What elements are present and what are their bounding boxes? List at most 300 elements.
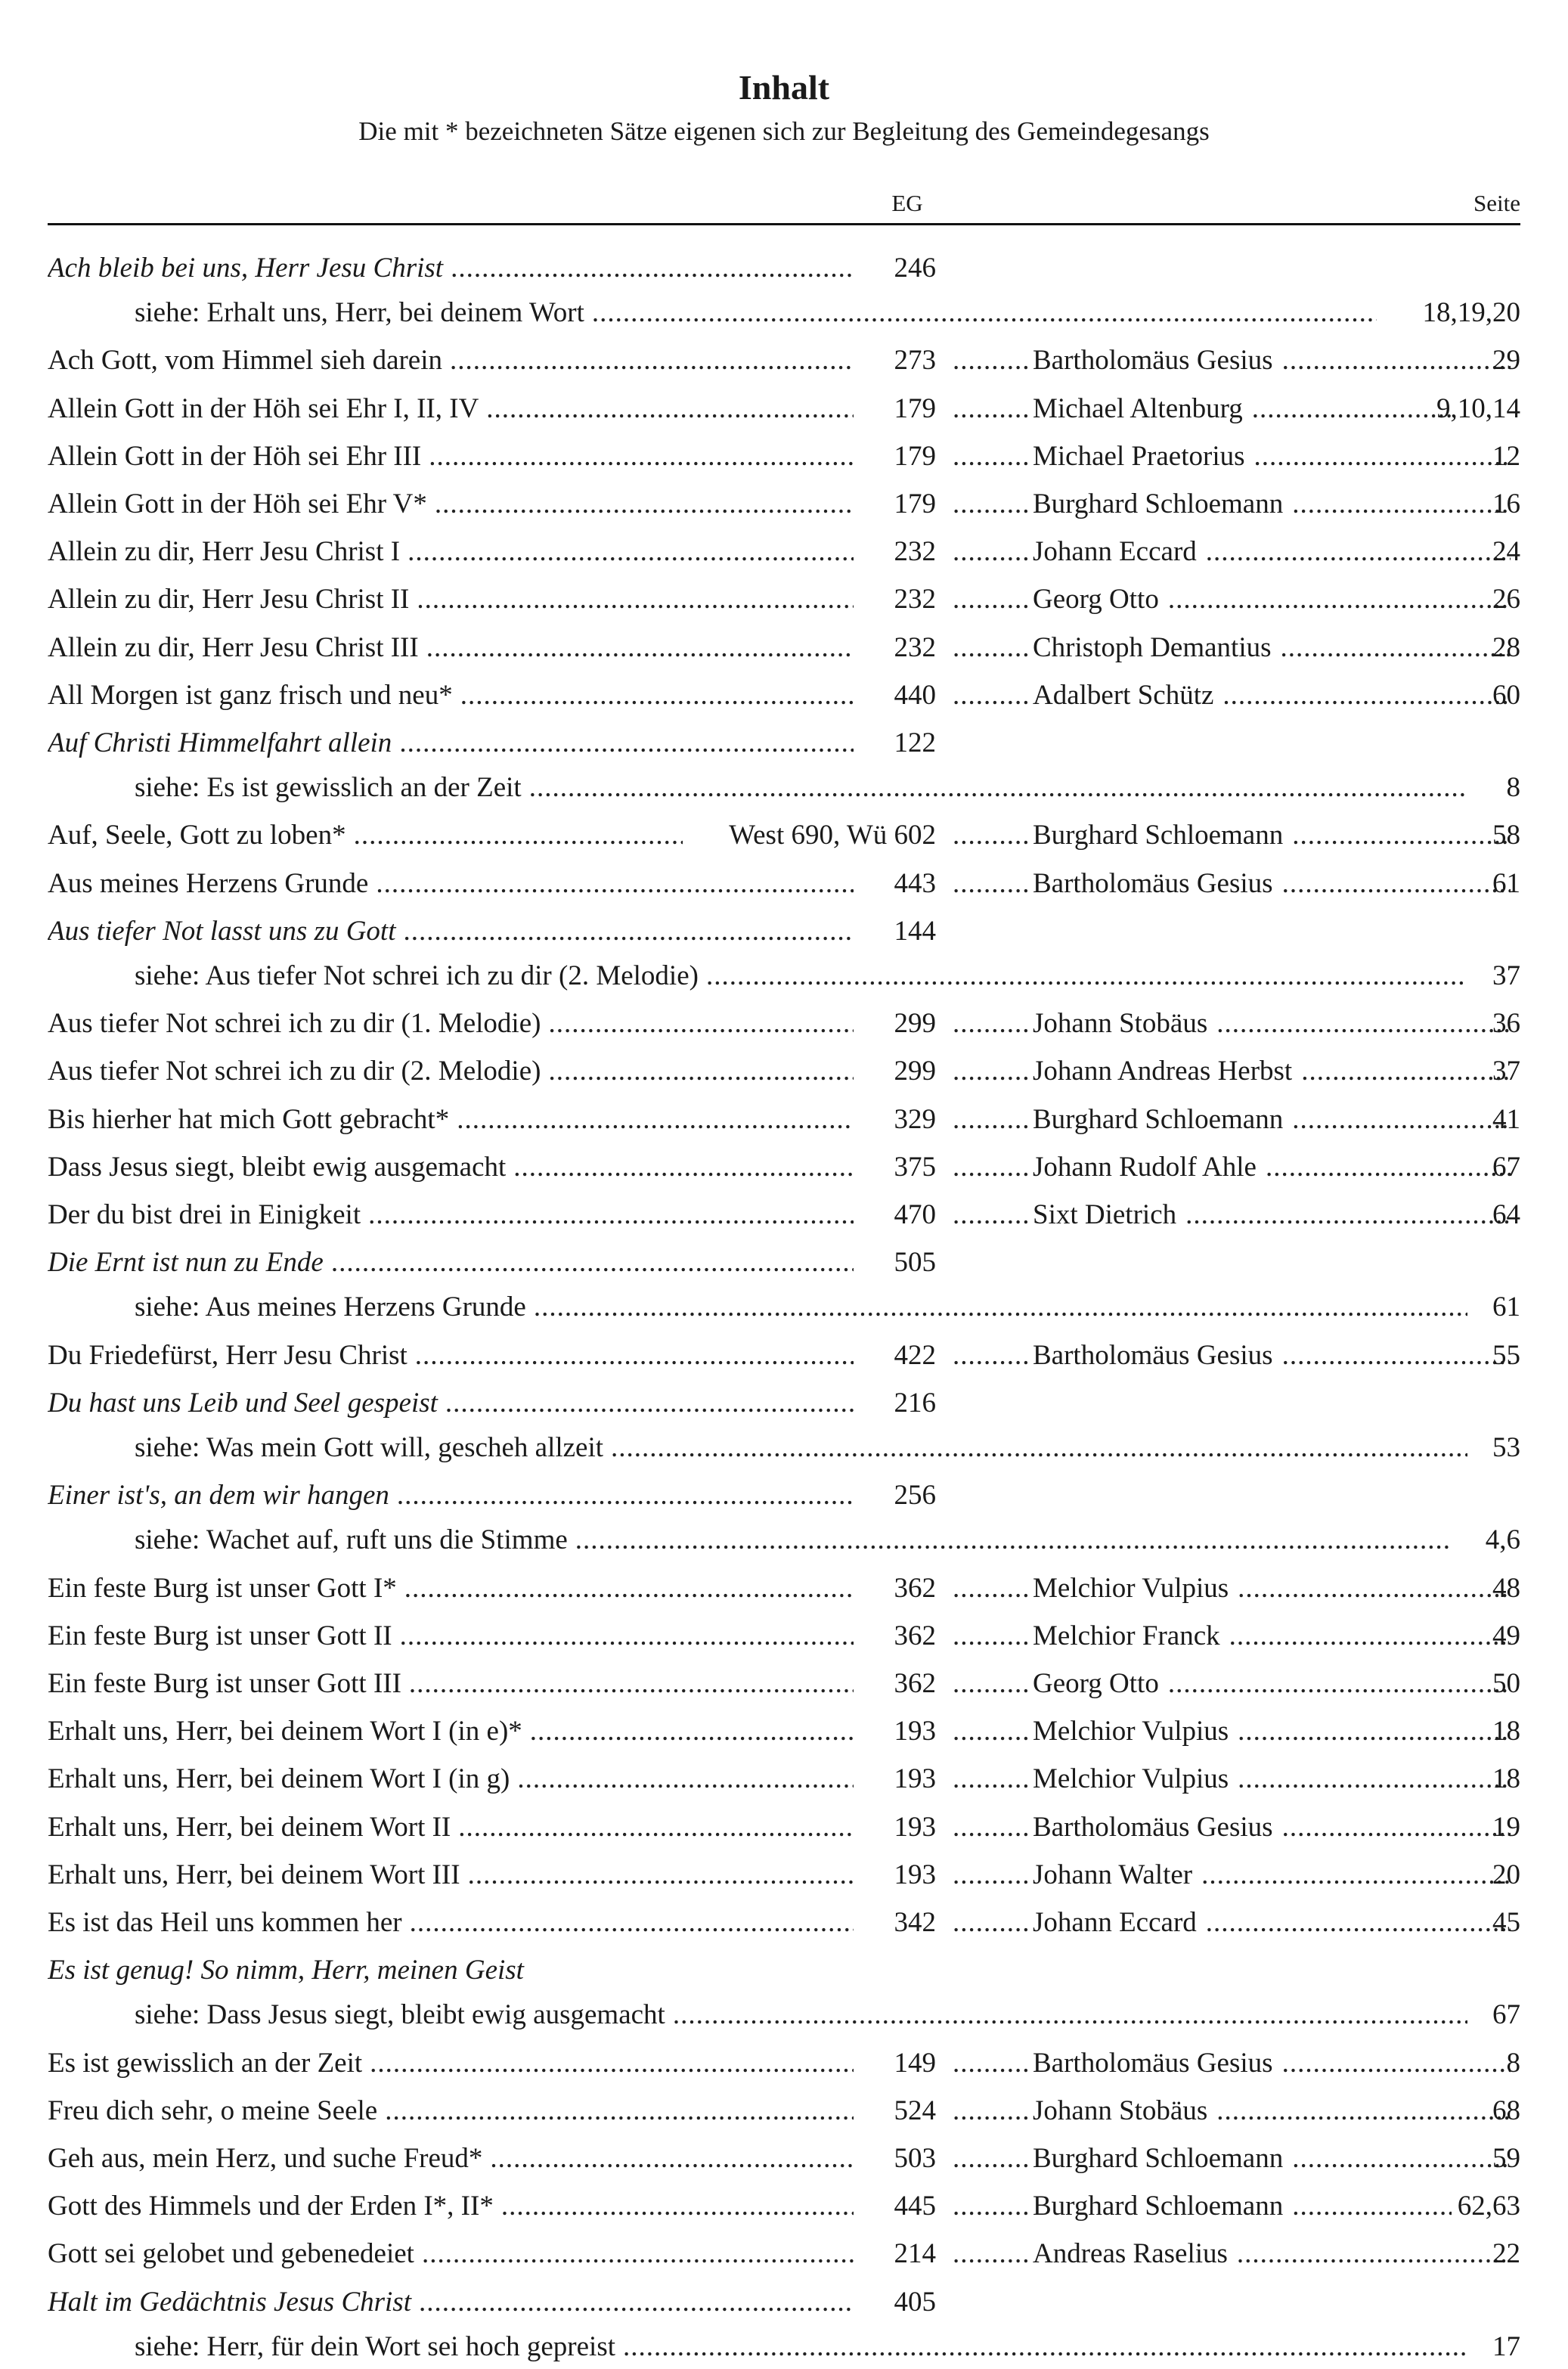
entry-title: Erhalt uns, Herr, bei deinem Wort I (in e)* [48,1716,522,1747]
entry-eg-number-segment [680,1241,936,1285]
index-entry [0,1381,1568,1425]
column-header-seite: Seite [1473,190,1520,216]
entry-page-number: 60 [1492,680,1520,711]
entry-page-number: 37 [1492,1056,1520,1087]
middle-dot-leader-segment [953,1614,1028,1658]
entry-title: All Morgen ist ganz frisch und neu* [48,680,453,711]
dot-leader [529,766,1467,810]
dot-leader [611,1426,1467,1470]
entry-page-segment [1369,1853,1520,1897]
reference-title: siehe: Es ist gewisslich an der Zeit [135,772,522,803]
entry-eg-number-segment [680,2089,936,2133]
entry-eg-number-segment [680,387,936,431]
index-entry [0,1806,1568,1850]
dot-leader [953,2137,1028,2181]
dot-leader [953,674,1028,718]
entry-eg-number-segment [680,2042,936,2085]
entry-page-number: 18 [1492,1716,1520,1747]
entry-page-number: 19 [1492,1812,1520,1843]
entry-page-segment [1369,1098,1520,1142]
entry-composer: Bartholomäus Gesius [1033,868,1273,899]
middle-dot-leader-segment [953,2137,1028,2181]
index-entry [0,1002,1568,1046]
middle-dot-leader-segment [953,1334,1028,1378]
entry-composer: Johann Eccard [1033,536,1197,567]
index-entry [0,1710,1568,1753]
index-entry [0,1949,1568,1992]
index-entry [0,721,1568,765]
dot-leader [953,814,1028,857]
entry-eg-number-segment [680,1334,936,1378]
reference-page-segment [1369,1993,1520,2037]
index-entry [0,910,1568,953]
entry-title: Einer ist's, an dem wir hangen [48,1480,389,1511]
entry-eg-number-segment [680,1757,936,1801]
entry-page-segment [1369,626,1520,670]
middle-dot-leader-segment [953,862,1028,906]
entry-eg-number: 273 [894,345,936,376]
reference-segment [135,1285,1475,1329]
dot-leader [953,435,1028,479]
middle-dot-leader-segment [953,1757,1028,1801]
reference-title: siehe: Herr, für dein Wort sei hoch gepreist [135,2331,615,2362]
entry-eg-number: 342 [894,1907,936,1938]
entry-title: Aus meines Herzens Grunde [48,868,369,899]
index-entry [0,1901,1568,1945]
middle-dot-leader-segment [953,814,1028,857]
entry-eg-number-segment [680,1381,936,1425]
entry-composer: Melchior Franck [1033,1620,1220,1651]
reference-title: siehe: Erhalt uns, Herr, bei deinem Wort [135,297,584,328]
dot-leader [592,291,1377,335]
entry-page-segment [1369,387,1520,431]
middle-dot-leader-segment [953,1806,1028,1850]
index-entry [0,1146,1568,1189]
middle-dot-leader-segment [953,1098,1028,1142]
entry-eg-number: 362 [894,1573,936,1604]
entry-eg-number-segment [680,339,936,383]
dot-leader [953,1662,1028,1706]
reference-title: siehe: Dass Jesus siegt, bleibt ewig ausgemacht [135,1999,665,2030]
index-entry [0,482,1568,526]
entry-eg-number-segment [680,1901,936,1945]
entry-page-segment [1369,862,1520,906]
reference-page-segment [1369,766,1520,810]
reference-page-segment [1369,291,1520,335]
reference-segment [135,1993,1475,2037]
entry-composer: Burghard Schloemann [1033,1104,1284,1135]
entry-eg-number-segment [680,1002,936,1046]
entry-title: Gott sei gelobet und gebenedeiet [48,2238,414,2269]
entry-page-number: 12 [1492,441,1520,472]
reference-segment [135,766,1475,810]
index-entry [0,387,1568,431]
entry-page-segment [1369,1662,1520,1706]
entry-page-number: 61 [1492,868,1520,899]
reference-segment [135,2325,1475,2369]
reference-page-number: 61 [1492,1291,1520,1322]
entry-eg-number: 362 [894,1620,936,1651]
entry-composer: Johann Eccard [1033,1907,1197,1938]
index-entry [0,1662,1568,1706]
entry-title: Erhalt uns, Herr, bei deinem Wort III [48,1859,460,1890]
entry-composer: Michael Altenburg [1033,393,1243,424]
dot-leader [953,626,1028,670]
entry-eg-number-segment [680,482,936,526]
middle-dot-leader-segment [953,1050,1028,1093]
reference-page-number: 37 [1492,960,1520,991]
entry-eg-number-segment [680,530,936,574]
reference-title: siehe: Aus tiefer Not schrei ich zu dir (2. Melodie) [135,960,699,991]
dot-leader [953,578,1028,622]
middle-dot-leader-segment [953,1662,1028,1706]
entry-composer: Sixt Dietrich [1033,1199,1177,1230]
middle-dot-leader-segment [953,674,1028,718]
index-entry [0,862,1568,906]
entry-composer: Christoph Demantius [1033,632,1272,663]
entry-eg-number: 503 [894,2143,936,2174]
entry-title: Allein Gott in der Höh sei Ehr I, II, IV [48,393,479,424]
entry-page-number: 41 [1492,1104,1520,1135]
entry-composer: Bartholomäus Gesius [1033,1340,1273,1371]
index-reference [0,1993,1568,2037]
entry-eg-number-segment [680,1662,936,1706]
entry-eg-number: 232 [894,584,936,615]
entry-composer: Johann Stobäus [1033,2095,1208,2126]
entry-eg-number: 375 [894,1152,936,1183]
index-entry [0,2281,1568,2324]
dot-leader [953,1614,1028,1658]
reference-page-segment [1369,954,1520,998]
dot-leader [953,1002,1028,1046]
dot-leader [953,1334,1028,1378]
index-entry [0,1334,1568,1378]
entry-page-segment [1369,1334,1520,1378]
entry-eg-number-segment [680,721,936,765]
dot-leader [354,814,683,857]
entry-eg-number-segment [680,435,936,479]
dot-leader [953,1193,1028,1237]
index-entry [0,1614,1568,1658]
entry-title: Allein zu dir, Herr Jesu Christ II [48,584,410,615]
entry-page-number: 49 [1492,1620,1520,1651]
entry-page-segment [1369,2185,1520,2228]
index-reference [0,2325,1568,2369]
dot-leader [953,530,1028,574]
entry-title: Gott des Himmels und der Erden I*, II* [48,2191,494,2222]
entry-title: Du hast uns Leib und Seel gespeist [48,1388,438,1419]
entry-page-number: 55 [1492,1340,1520,1371]
entry-eg-number-segment [680,674,936,718]
dot-leader [953,2042,1028,2085]
index-entry [0,2185,1568,2228]
middle-dot-leader-segment [953,339,1028,383]
reference-page-number: 67 [1492,1999,1520,2030]
entry-composer: Burghard Schloemann [1033,488,1284,519]
entry-title: Allein zu dir, Herr Jesu Christ III [48,632,419,663]
entry-composer: Georg Otto [1033,1668,1159,1699]
entry-page-number: 18 [1492,1763,1520,1794]
middle-dot-leader-segment [953,1002,1028,1046]
reference-segment [135,291,1384,335]
entry-title: Allein zu dir, Herr Jesu Christ I [48,536,401,567]
middle-dot-leader-segment [953,1146,1028,1189]
entry-page-segment [1369,1901,1520,1945]
dot-leader [534,1285,1467,1329]
entry-page-segment [1369,482,1520,526]
index-reference [0,1518,1568,1562]
entry-title: Erhalt uns, Herr, bei deinem Wort I (in g) [48,1763,510,1794]
entry-title: Dass Jesus siegt, bleibt ewig ausgemacht [48,1152,507,1183]
reference-page-number: 17 [1492,2331,1520,2362]
entry-eg-number: 246 [894,253,936,284]
entry-title: Allein Gott in der Höh sei Ehr V* [48,488,427,519]
index-reference [0,954,1568,998]
reference-page-number: 53 [1492,1432,1520,1463]
entry-title: Aus tiefer Not schrei ich zu dir (1. Melodie) [48,1008,541,1039]
dot-leader [953,339,1028,383]
entry-eg-number-segment [680,626,936,670]
entry-page-number: 22 [1492,2238,1520,2269]
entry-page-segment [1369,1567,1520,1611]
index-entry [0,578,1568,622]
entry-eg-number: 193 [894,1859,936,1890]
entry-page-number: 8 [1506,2048,1520,2079]
entry-page-segment [1369,339,1520,383]
entry-eg-number: 445 [894,2191,936,2222]
index-reference [0,766,1568,810]
entry-page-segment [1369,1002,1520,1046]
entry-page-segment [1369,814,1520,857]
entry-composer: Johann Stobäus [1033,1008,1208,1039]
entry-eg-number: 216 [894,1388,936,1419]
entry-composer: Burghard Schloemann [1033,2143,1284,2174]
index-entry [0,1241,1568,1285]
dot-leader [575,1518,1452,1562]
dot-leader [953,1806,1028,1850]
reference-page-segment [1369,1518,1520,1562]
entry-page-segment [1369,1050,1520,1093]
dot-leader [953,2089,1028,2133]
entry-title: Ach Gott, vom Himmel sieh darein [48,345,443,376]
entry-composer: Burghard Schloemann [1033,2191,1284,2222]
entry-eg-number-segment [680,1853,936,1897]
index-entry [0,1193,1568,1237]
dot-leader [953,1098,1028,1142]
entry-title: Aus tiefer Not schrei ich zu dir (2. Melodie) [48,1056,541,1087]
middle-dot-leader-segment [953,435,1028,479]
middle-dot-leader-segment [953,482,1028,526]
reference-title: siehe: Wachet auf, ruft uns die Stimme [135,1524,568,1555]
dot-leader [953,482,1028,526]
entry-composer: Michael Praetorius [1033,441,1245,472]
entry-page-number: 29 [1492,345,1520,376]
entry-composer: Bartholomäus Gesius [1033,345,1273,376]
entry-composer: Andreas Raselius [1033,2238,1228,2269]
dot-leader [706,954,1467,998]
entry-page-segment [1369,1193,1520,1237]
entry-eg-number-segment [680,1050,936,1093]
entry-title: Es ist genug! So nimm, Herr, meinen Geist [48,1955,524,1986]
entry-page-segment [1369,1146,1520,1189]
page-title: Inhalt [738,68,830,107]
entry-page-number: 64 [1492,1199,1520,1230]
entry-page-segment [1369,2232,1520,2276]
reference-page-number: 18,19,20 [1422,297,1520,328]
entry-composer: Melchior Vulpius [1033,1763,1229,1794]
entry-eg-number: 524 [894,2095,936,2126]
dot-leader [953,2232,1028,2276]
entry-eg-number-segment [680,910,936,953]
entry-composer: Melchior Vulpius [1033,1573,1229,1604]
entry-eg-number: 179 [894,393,936,424]
reference-title: siehe: Aus meines Herzens Grunde [135,1291,526,1322]
entry-title-segment [48,814,690,857]
index-entry [0,2042,1568,2085]
middle-dot-leader-segment [953,530,1028,574]
dot-leader [953,2185,1028,2228]
index-entry [0,626,1568,670]
entry-page-segment [1369,2042,1520,2085]
entry-composer: Bartholomäus Gesius [1033,2048,1273,2079]
entry-page-segment [1369,2137,1520,2181]
entry-eg-number-segment [680,2281,936,2324]
entry-page-segment [1369,530,1520,574]
entry-title: Freu dich sehr, o meine Seele [48,2095,378,2126]
entry-eg-number: 470 [894,1199,936,1230]
dot-leader [953,1050,1028,1093]
entry-page-number: 9,10,14 [1436,393,1520,424]
entry-eg-number: 193 [894,1812,936,1843]
entry-eg-number: 422 [894,1340,936,1371]
reference-page-segment [1369,1426,1520,1470]
index-entry [0,1098,1568,1142]
index-reference [0,1426,1568,1470]
middle-dot-leader-segment [953,2089,1028,2133]
entry-page-segment [1369,674,1520,718]
middle-dot-leader-segment [953,578,1028,622]
index-entry [0,247,1568,290]
entry-page-number: 62,63 [1457,2191,1520,2222]
entry-eg-number: 179 [894,488,936,519]
entry-eg-number-segment [680,247,936,290]
entry-title: Es ist das Heil uns kommen her [48,1907,402,1938]
entry-page-segment [1369,1614,1520,1658]
entry-title: Ach bleib bei uns, Herr Jesu Christ [48,253,444,284]
reference-segment [135,1518,1460,1562]
reference-page-segment [1369,1285,1520,1329]
entry-eg-number-segment [680,2137,936,2181]
middle-dot-leader-segment [953,1710,1028,1753]
entry-title: Du Friedefürst, Herr Jesu Christ [48,1340,407,1371]
entry-eg-number: 405 [894,2287,936,2318]
entry-eg-number-segment [680,1806,936,1850]
entry-eg-number: West 690, Wü 602 [729,820,936,851]
dot-leader [953,387,1028,431]
entry-title-segment [48,1949,861,1992]
middle-dot-leader-segment [953,1567,1028,1611]
entry-eg-number: 193 [894,1763,936,1794]
reference-segment [135,1426,1475,1470]
entry-page-segment [1369,1806,1520,1850]
entry-composer: Johann Walter [1033,1859,1193,1890]
entry-title: Allein Gott in der Höh sei Ehr III [48,441,422,472]
middle-dot-leader-segment [953,1901,1028,1945]
index-entry [0,2137,1568,2181]
middle-dot-leader-segment [953,2042,1028,2085]
entry-title: Auf, Seele, Gott zu loben* [48,820,346,851]
dot-leader [673,1993,1467,2037]
entry-title: Ein feste Burg ist unser Gott III [48,1668,401,1699]
entry-title: Die Ernt ist nun zu Ende [48,1247,324,1278]
entry-eg-number: 193 [894,1716,936,1747]
entry-composer: Adalbert Schütz [1033,680,1214,711]
entry-page-segment [1369,1710,1520,1753]
entry-eg-number: 149 [894,2048,936,2079]
index-entry [0,674,1568,718]
entry-eg-number: 299 [894,1056,936,1087]
entry-eg-number-segment [680,1710,936,1753]
entry-eg-number-segment [680,578,936,622]
entry-eg-number-segment [680,2185,936,2228]
entry-eg-number: 440 [894,680,936,711]
entry-eg-number: 505 [894,1247,936,1278]
entry-title: Halt im Gedächtnis Jesus Christ [48,2287,411,2318]
entry-eg-number-segment [680,862,936,906]
entry-page-number: 68 [1492,2095,1520,2126]
index-entry [0,1567,1568,1611]
index-entry [0,1050,1568,1093]
middle-dot-leader-segment [953,1853,1028,1897]
entry-composer: Melchior Vulpius [1033,1716,1229,1747]
entry-page-number: 45 [1492,1907,1520,1938]
entry-page-number: 50 [1492,1668,1520,1699]
index-entry [0,339,1568,383]
reference-page-number: 4,6 [1485,1524,1520,1555]
index-entry [0,814,1568,857]
entry-page-number: 20 [1492,1859,1520,1890]
dot-leader [953,1710,1028,1753]
middle-dot-leader-segment [953,626,1028,670]
index-entry [0,1853,1568,1897]
entry-eg-number-segment [680,1193,936,1237]
entry-eg-number-segment [680,1098,936,1142]
entry-title: Es ist gewisslich an der Zeit [48,2048,363,2079]
entry-page-number: 36 [1492,1008,1520,1039]
dot-leader [953,1757,1028,1801]
entry-eg-number: 256 [894,1480,936,1511]
entry-eg-number: 362 [894,1668,936,1699]
dot-leader [623,2325,1467,2369]
entry-title: Ein feste Burg ist unser Gott II [48,1620,392,1651]
dot-leader [953,1853,1028,1897]
entry-eg-number: 299 [894,1008,936,1039]
entry-page-number: 26 [1492,584,1520,615]
entry-page-number: 28 [1492,632,1520,663]
entry-eg-number: 179 [894,441,936,472]
entry-page-segment [1369,578,1520,622]
reference-title: siehe: Was mein Gott will, gescheh allzeit [135,1432,604,1463]
dot-leader [953,862,1028,906]
entry-composer: Bartholomäus Gesius [1033,1812,1273,1843]
entry-page-number: 59 [1492,2143,1520,2174]
column-header-eg: EG [891,190,923,216]
entry-eg-number: 232 [894,536,936,567]
entry-title: Aus tiefer Not lasst uns zu Gott [48,916,396,947]
middle-dot-leader-segment [953,2185,1028,2228]
index-entry [0,435,1568,479]
index-entry [0,2232,1568,2276]
